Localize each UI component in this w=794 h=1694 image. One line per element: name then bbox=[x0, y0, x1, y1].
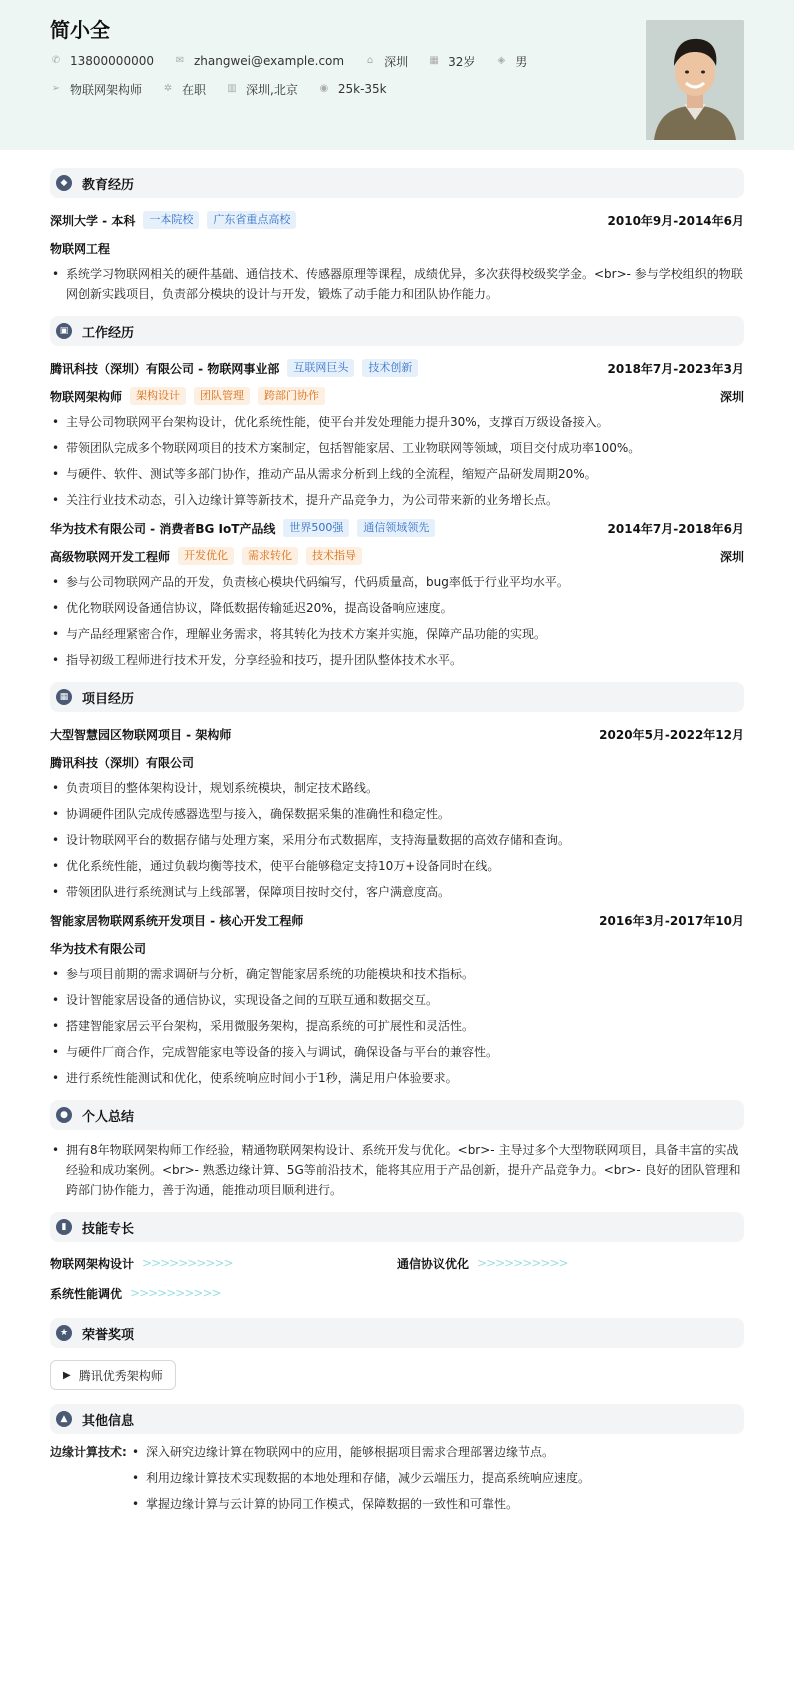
role-tag: 跨部门协作 bbox=[258, 387, 325, 405]
gender-value: 男 bbox=[515, 54, 528, 69]
list-item: • 关注行业技术动态，引入边缘计算等新技术，提升产品竞争力，为公司带来新的业务增长点。 bbox=[50, 490, 744, 510]
project-duties-list bbox=[50, 964, 744, 1088]
job-company-row bbox=[50, 356, 744, 380]
job-location: 深圳 bbox=[719, 389, 744, 404]
work-header bbox=[50, 316, 744, 346]
education-row bbox=[50, 208, 744, 232]
education-section bbox=[50, 168, 744, 304]
briefcase-icon: ▣ bbox=[56, 323, 72, 339]
summary-header bbox=[50, 1100, 744, 1130]
email-item bbox=[174, 54, 344, 68]
list-item: • 参与项目前期的需求调研与分析，确定智能家居系统的功能模块和技术指标。 bbox=[50, 964, 744, 984]
list-item: • 带领团队进行系统测试与上线部署，保障项目按时交付，客户满意度高。 bbox=[50, 882, 744, 902]
list-item: • 深入研究边缘计算在物联网中的应用，能够根据项目需求合理部署边缘节点。 bbox=[130, 1442, 590, 1462]
major-name: 物联网工程 bbox=[50, 241, 111, 256]
other-label: 边缘计算技术: bbox=[50, 1445, 127, 1459]
skills-header bbox=[50, 1212, 744, 1242]
list-item: • 负责项目的整体架构设计，规划系统模块，制定技术路线。 bbox=[50, 778, 744, 798]
candidate-name: 简小全 bbox=[50, 18, 110, 42]
list-item: • 设计物联网平台的数据存储与处理方案，采用分布式数据库，支持海量数据的高效存储和查询。 bbox=[50, 830, 744, 850]
project-name-row bbox=[50, 722, 744, 746]
skill-name: 物联网架构设计 bbox=[50, 1256, 135, 1271]
skills-section bbox=[50, 1212, 744, 1308]
send-icon: ➢ bbox=[51, 83, 61, 94]
role-tag: 需求转化 bbox=[242, 547, 298, 565]
awards-section bbox=[50, 1318, 744, 1390]
job-date: 2018年7月-2023年3月 bbox=[607, 361, 744, 376]
summary-section bbox=[50, 1100, 744, 1200]
role-tag: 技术指导 bbox=[306, 547, 362, 565]
graduation-cap-icon: ◆ bbox=[56, 175, 72, 191]
project-company: 腾讯科技（深圳）有限公司 bbox=[50, 755, 195, 770]
list-item: • 主导公司物联网平台架构设计，优化系统性能，使平台并发处理能力提升30%，支撑百万级设备接入。 bbox=[50, 412, 744, 432]
skill-level-indicator: >>>>>>>>>> bbox=[142, 1256, 233, 1270]
list-item: • 与硬件、软件、测试等多部门协作，推动产品从需求分析到上线的全流程，缩短产品研发周期20%。 bbox=[50, 464, 744, 484]
education-header bbox=[50, 168, 744, 198]
skills-grid bbox=[50, 1248, 744, 1308]
job-role-row bbox=[50, 544, 744, 568]
list-item: • 系统学习物联网相关的硬件基础、通信技术、传感器原理等课程，成绩优异，多次获得校级奖学金。<br>- 参与学校组织的物联网创新实践项目，负责部分模块的设计与开发，锻炼了动手能力和团队协作能力。 bbox=[50, 264, 744, 304]
project-company-row bbox=[50, 750, 744, 774]
company-name: 华为技术有限公司 - 消费者BG IoT产品线 bbox=[50, 521, 276, 536]
phone-icon: ✆ bbox=[51, 55, 61, 66]
salary-value: 25k-35k bbox=[337, 82, 387, 96]
info-icon: ▲ bbox=[56, 1411, 72, 1427]
age-item bbox=[428, 53, 475, 70]
salary-item bbox=[318, 82, 387, 96]
skill-level-indicator: >>>>>>>>>> bbox=[477, 1256, 568, 1270]
job-duties-list bbox=[50, 572, 744, 670]
school-tag: 广东省重点高校 bbox=[207, 211, 296, 229]
coin-icon: ◉ bbox=[319, 83, 329, 94]
skills-title: 技能专长 bbox=[82, 1221, 135, 1237]
summary-list bbox=[50, 1140, 744, 1200]
company-tag: 互联网巨头 bbox=[287, 359, 354, 377]
education-title: 教育经历 bbox=[82, 177, 135, 193]
projects-title: 项目经历 bbox=[82, 691, 135, 707]
list-item: • 协调硬件团队完成传感器选型与接入，确保数据采集的准确性和稳定性。 bbox=[50, 804, 744, 824]
skill-level-indicator: >>>>>>>>>> bbox=[130, 1286, 221, 1300]
list-item: • 参与公司物联网产品的开发，负责核心模块代码编写，代码质量高，bug率低于行业平均水平。 bbox=[50, 572, 744, 592]
contact-row bbox=[50, 48, 744, 74]
list-item: • 搭建智能家居云平台架构，采用微服务架构，提高系统的可扩展性和灵活性。 bbox=[50, 1016, 744, 1036]
other-title: 其他信息 bbox=[82, 1413, 135, 1429]
education-date: 2010年9月-2014年6月 bbox=[607, 213, 744, 228]
list-item: • 指导初级工程师进行技术开发，分享经验和技巧，提升团队整体技术水平。 bbox=[50, 650, 744, 670]
role-tag: 团队管理 bbox=[194, 387, 250, 405]
project-entry bbox=[50, 722, 744, 902]
award-icon: ★ bbox=[56, 1325, 72, 1341]
list-item: • 掌握边缘计算与云计算的协同工作模式，保障数据的一致性和可靠性。 bbox=[130, 1494, 590, 1514]
bar-chart-icon: ▮ bbox=[56, 1219, 72, 1235]
role-tag: 架构设计 bbox=[130, 387, 186, 405]
building-icon: ▥ bbox=[227, 83, 237, 94]
status-value: 在职 bbox=[182, 82, 207, 97]
list-item: • 利用边缘计算技术实现数据的本地处理和存储，减少云端压力，提高系统响应速度。 bbox=[130, 1468, 590, 1488]
job-company-row bbox=[50, 516, 744, 540]
skill-name: 通信协议优化 bbox=[397, 1256, 470, 1271]
skill-item bbox=[50, 1278, 397, 1308]
work-section bbox=[50, 316, 744, 670]
project-duties-list bbox=[50, 778, 744, 902]
list-item: • 与硬件厂商合作，完成智能家电等设备的接入与调试，确保设备与平台的兼容性。 bbox=[50, 1042, 744, 1062]
skill-item bbox=[50, 1248, 397, 1278]
job-intent-row bbox=[50, 76, 744, 102]
status-item bbox=[162, 81, 206, 98]
list-item: • 拥有8年物联网架构师工作经验，精通物联网架构设计、系统开发与优化。<br>- 主导过多个大型物联网项目，具备丰富的实战经验和成功案例。<br>- 熟悉边缘计算、5G等前沿技术，能将其应用于产品创新，提升产品竞争力。<br>- 良好的团队管理和跨部门协作能力，善于沟通，能推动项目顺利进行。 bbox=[50, 1140, 744, 1200]
awards-title: 荣誉奖项 bbox=[82, 1327, 135, 1343]
project-name: 智能家居物联网系统开发项目 - 核心开发工程师 bbox=[50, 913, 304, 928]
role-name: 物联网架构师 bbox=[50, 389, 123, 404]
project-entry bbox=[50, 908, 744, 1088]
gender-icon: ◈ bbox=[497, 55, 506, 66]
school-line bbox=[50, 211, 296, 229]
company-tag: 世界500强 bbox=[283, 519, 349, 537]
play-icon: ▶ bbox=[63, 1369, 71, 1381]
school-name: 深圳大学 - 本科 bbox=[50, 213, 136, 228]
gender-item bbox=[495, 53, 527, 70]
job-date: 2014年7月-2018年6月 bbox=[607, 521, 744, 536]
project-name: 大型智慧园区物联网项目 - 架构师 bbox=[50, 727, 232, 742]
avatar-photo bbox=[646, 20, 744, 140]
project-name-row bbox=[50, 908, 744, 932]
mail-icon: ✉ bbox=[175, 55, 185, 66]
resume-header bbox=[0, 0, 794, 150]
job-entry bbox=[50, 356, 744, 510]
job-location: 深圳 bbox=[719, 549, 744, 564]
company-tag: 通信领域领先 bbox=[357, 519, 435, 537]
education-list bbox=[50, 264, 744, 304]
other-header bbox=[50, 1404, 744, 1434]
work-title: 工作经历 bbox=[82, 325, 135, 341]
company-tag: 技术创新 bbox=[362, 359, 418, 377]
projects-header bbox=[50, 682, 744, 712]
award-name: 腾讯优秀架构师 bbox=[78, 1368, 163, 1383]
job-duties-list bbox=[50, 412, 744, 510]
role-name: 高级物联网开发工程师 bbox=[50, 549, 171, 564]
portrait-image bbox=[646, 20, 744, 140]
summary-title: 个人总结 bbox=[82, 1109, 135, 1125]
projects-section bbox=[50, 682, 744, 1088]
user-icon: ● bbox=[56, 1107, 72, 1123]
project-company: 华为技术有限公司 bbox=[50, 941, 147, 956]
list-item: • 优化物联网设备通信协议，降低数据传输延迟20%，提高设备响应速度。 bbox=[50, 598, 744, 618]
phone-item bbox=[50, 54, 154, 68]
list-item: • 设计智能家居设备的通信协议，实现设备之间的互联互通和数据交互。 bbox=[50, 990, 744, 1010]
school-tag: 一本院校 bbox=[143, 211, 199, 229]
list-item: • 进行系统性能测试和优化，使系统响应时间小于1秒，满足用户体验要求。 bbox=[50, 1068, 744, 1088]
awards-header bbox=[50, 1318, 744, 1348]
grid-icon: ▦ bbox=[56, 689, 72, 705]
target-city-item bbox=[226, 81, 298, 98]
home-icon: ⌂ bbox=[366, 55, 374, 66]
target-city-value: 深圳,北京 bbox=[246, 82, 298, 97]
list-item: • 优化系统性能，通过负载均衡等技术，使平台能够稳定支持10万+设备同时在线。 bbox=[50, 856, 744, 876]
skill-item bbox=[397, 1248, 744, 1278]
project-date: 2020年5月-2022年12月 bbox=[599, 727, 744, 742]
company-name: 腾讯科技（深圳）有限公司 - 物联网事业部 bbox=[50, 361, 280, 376]
other-section bbox=[50, 1404, 744, 1520]
position-item bbox=[50, 81, 142, 98]
project-company-row bbox=[50, 936, 744, 960]
list-item: • 带领团队完成多个物联网项目的技术方案制定，包括智能家居、工业物联网等领域，项目交付成功率100%。 bbox=[50, 438, 744, 458]
other-list bbox=[130, 1442, 590, 1520]
other-entry bbox=[50, 1442, 744, 1520]
major-row bbox=[50, 236, 744, 260]
calendar-icon: ▦ bbox=[429, 55, 439, 66]
role-tag: 开发优化 bbox=[178, 547, 234, 565]
position-value: 物联网架构师 bbox=[70, 82, 143, 97]
list-item: • 与产品经理紧密合作，理解业务需求，将其转化为技术方案并实施，保障产品功能的实现。 bbox=[50, 624, 744, 644]
job-entry bbox=[50, 516, 744, 670]
project-date: 2016年3月-2017年10月 bbox=[599, 913, 744, 928]
job-role-row bbox=[50, 384, 744, 408]
phone-value: 13800000000 bbox=[70, 54, 154, 68]
skill-name: 系统性能调优 bbox=[50, 1286, 123, 1301]
city-value: 深圳 bbox=[384, 54, 409, 69]
city-item bbox=[364, 53, 408, 70]
status-icon: ✲ bbox=[163, 83, 173, 94]
email-value: zhangwei@example.com bbox=[193, 54, 345, 68]
award-badge bbox=[50, 1360, 176, 1390]
age-value: 32岁 bbox=[448, 54, 476, 69]
